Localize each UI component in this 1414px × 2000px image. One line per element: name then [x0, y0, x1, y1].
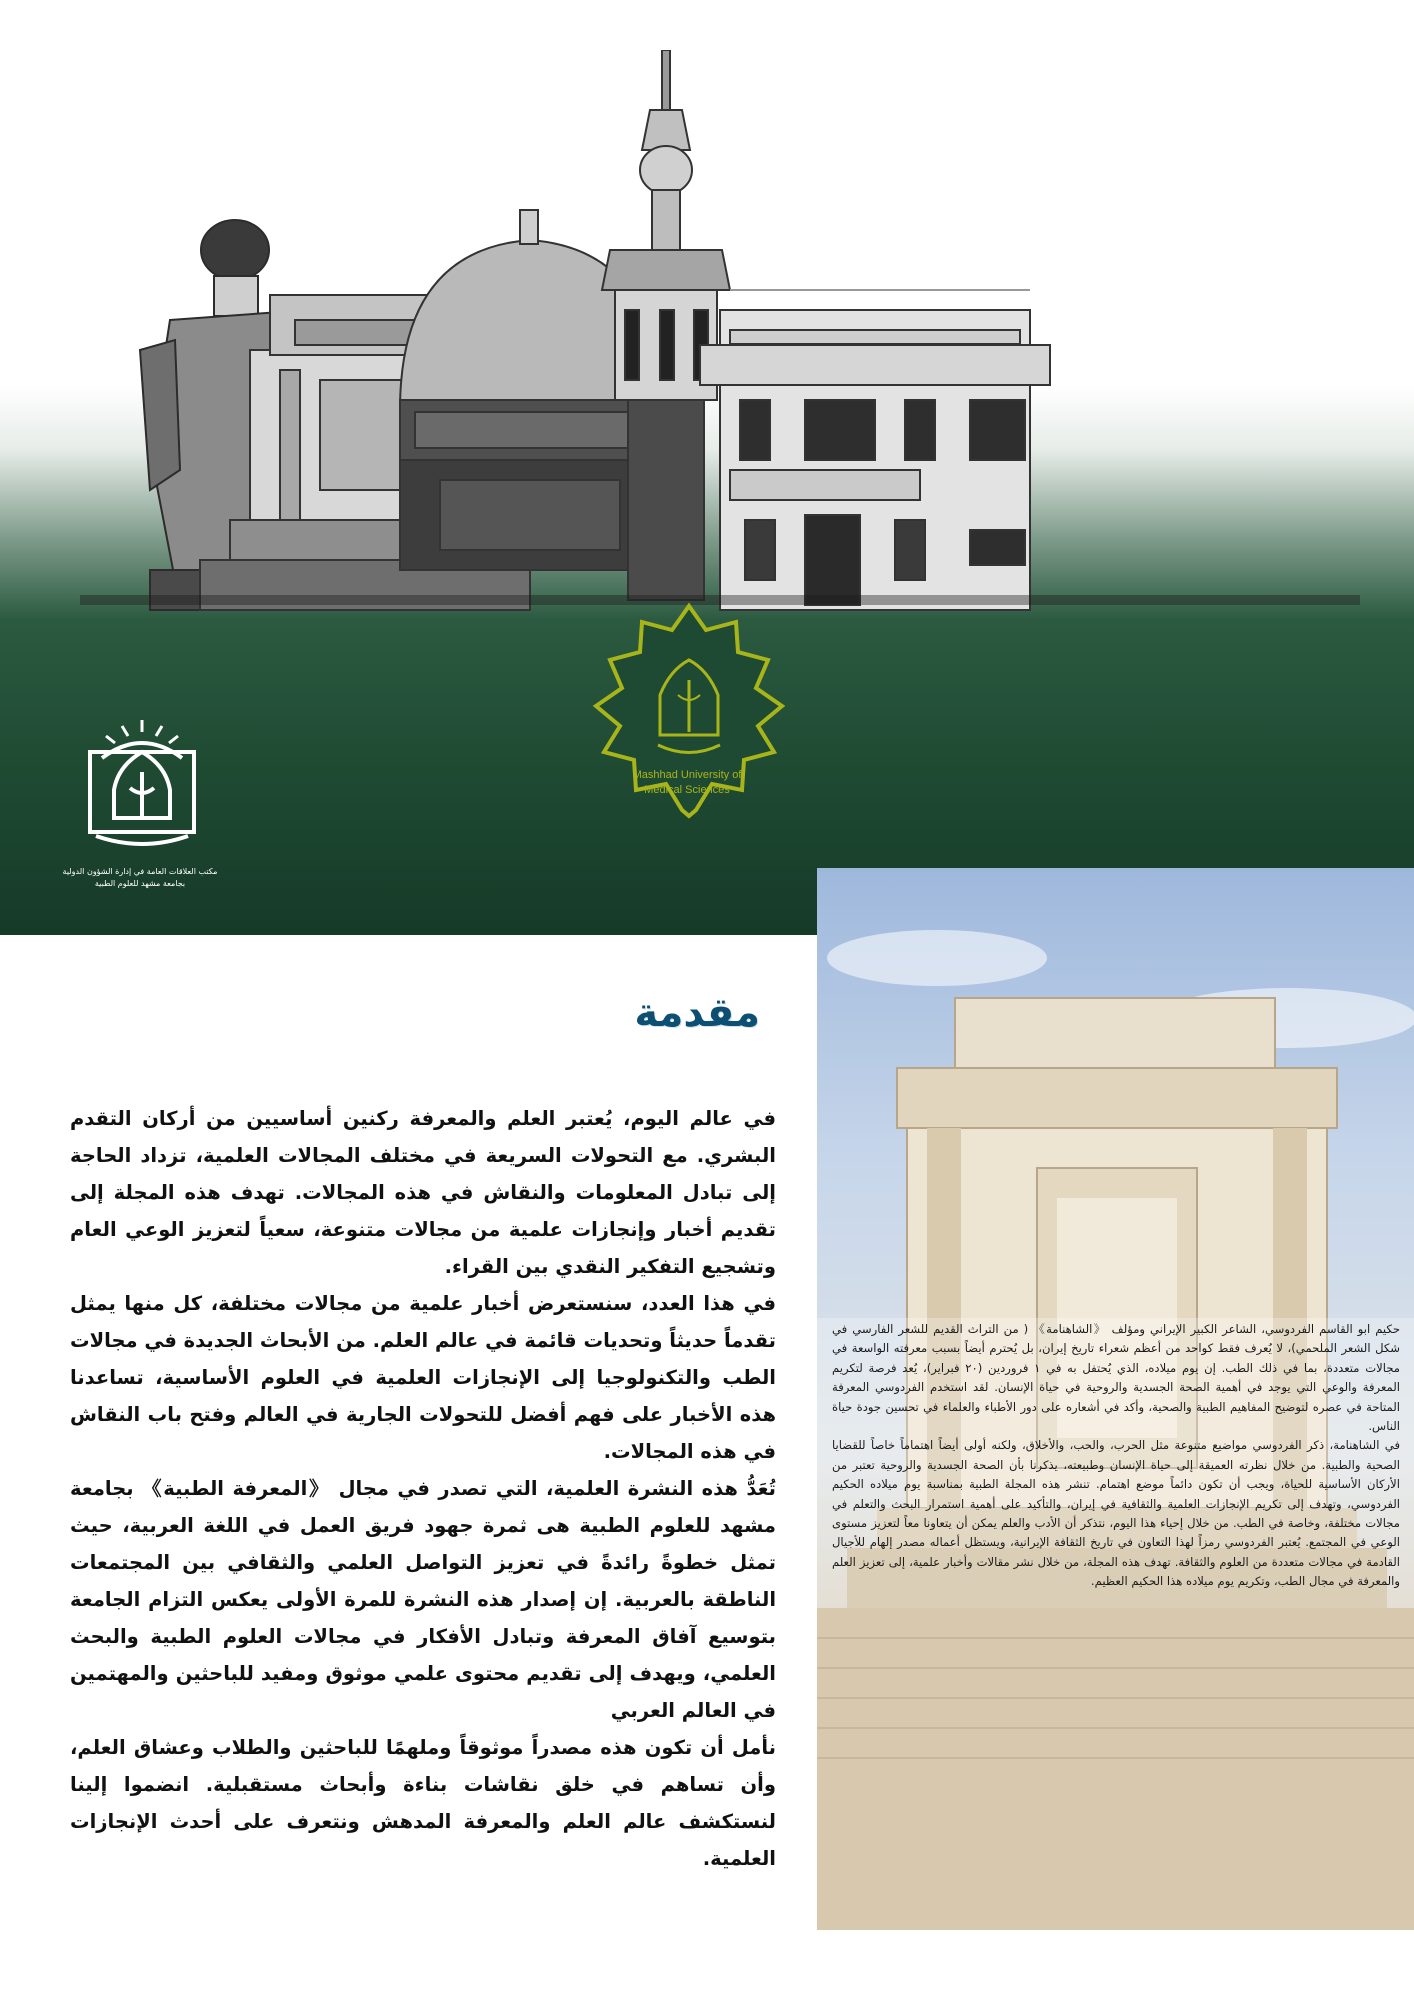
emblem-university-name [592, 768, 782, 798]
emblem-name-line: Mashhad University of [632, 769, 742, 781]
university-logo-icon [82, 718, 202, 854]
org-caption-line: مكتب العلاقات العامة في إدارة الشؤون الدولية [62, 867, 218, 876]
university-emblem-icon [578, 600, 800, 860]
article-body [70, 1100, 776, 1877]
caption-paragraph: حكيم ابو القاسم الفردوسي، الشاعر الكبير الإيراني ومؤلف 《الشاهنامة》 ( من التراث القديم للشعر الفارسي في شكل الشعر الملحمي)، لا يُعرف فقط كواحد من أعظم شعراء تاريخ إيران، بل يُحترم أيضاً بسبب معرفته الواسعة في مجالات متعددة، بما في ذلك الطب. إن يوم ميلاده، الذي يُحتفل به في ١ فروردين (٢٠ فبراير)، يُعد فرصة لتكريم المعرفة والوعي التي يوجد في أهمية الصحة الجسدية والروحية في حياة الإنسان. لقد استخدم الفردوسي المعرفة المتاحة في عصره لتوضيح المفاهيم الطبية والصحية، وأكد في أشعاره على دور الأطباء والعلماء في تحسين جودة حياة الناس. [832, 1322, 1401, 1434]
photo-caption [832, 1320, 1400, 1592]
header-banner [0, 0, 1414, 935]
body-paragraph: تُعَدُّ هذه النشرة العلمية، التي تصدر في مجال 《المعرفة الطبية》 بجامعة مشهد للعلوم الطبية هى ثمرة جهود فريق العمل في اللغة العربية، حيث تمثل خطوةً رائدةً في تعزيز التواصل العلمي والثقافي بين المجتمعات الناطقة بالعربية. إن إصدار هذه النشرة للمرة الأولى يعكس التزام الجامعة بتوسيع آفاق المعرفة وتبادل الأفكار في مجالات العلوم الطبية والبحث العلمي، ويهدف إلى تقديم محتوى علمي موثوق ومفيد للباحثين والمهتمين في العالم العربي [70, 1477, 776, 1722]
body-paragraph: في عالم اليوم، يُعتبر العلم والمعرفة ركنين أساسيين من أركان التقدم البشري. مع التحولات السريعة في مختلف المجالات العلمية، تزداد الحاجة إلى تبادل المعلومات والنقاش في هذه المجالات. تهدف هذه المجلة إلى تقديم أخبار وإنجازات علمية من مجالات متنوعة، سعياً لتعزيز الوعي العام وتشجيع التفكير النقدي بين القراء. [70, 1107, 776, 1278]
org-caption-line: بجامعة مشهد للعلوم الطبية [94, 879, 186, 888]
org-caption [40, 866, 240, 890]
body-paragraph: في هذا العدد، سنستعرض أخبار علمية من مجالات مختلفة، كل منها يمثل تقدماً حديثاً وتحديات قائمة في عالم العلم. من الأبحاث الجديدة في مجالات الطب والتكنولوجيا إلى الإنجازات العلمية في العلوم الأساسية، تساعدنا هذه الأخبار على فهم أفضل للتحولات الجارية في العالم وفتح باب النقاش في هذه المجالات. [70, 1292, 776, 1463]
caption-paragraph: في الشاهنامة، ذكر الفردوسي مواضيع متنوعة مثل الحرب، والحب، والأخلاق، ولكنه أولى أيضاً اهتماماً خاصاً للقضايا الصحية والطبية. من خلال نظرته العميقة إلى حياة الإنسان وطبيعته، يذكرنا بأن الصحة الجسدية والروحية تعتبر من الأركان الأساسية للحياة، ويجب أن تكون دائماً موضع اهتمام. تنشر هذه المجلة الطبية بمناسبة يوم ميلاده الحكيم الفردوسي، وتهدف إلى تكريم الإنجازات العلمية والثقافية في إيران، والتأكيد على أهمية استمرار البحث والتعلم في مجالات مختلفة، وخاصة في الطب. من خلال إحياء هذا اليوم، نتذكر أن الأدب والعلم يمكن أن يتعاونا معاً لتعزيز مستوى الوعي في المجتمع. يُعتبر الفردوسي رمزاً لهذا التعاون في تاريخ الثقافة الإيرانية، ويستظل أعماله مصدر إلهام للأجيال القادمة في مجالات متعددة من العلوم والثقافة. تهدف هذه المجلة، من خلال نشر مقالات وأخبار علمية، إلى تعزيز العلم والمعرفة في مجال الطب، وتكريم يوم ميلاده هذا الحكيم العظيم. [832, 1438, 1400, 1589]
emblem-name-line: Medical Sciences [644, 784, 730, 796]
body-paragraph: نأمل أن تكون هذه مصدراً موثوقاً وملهمًا للباحثين والطلاب وعشاق العلم، وأن تساهم في خلق نقاشات بناءة وأبحاث مستقبلية. انضموا إلينا لنستكشف عالم العلم والمعرفة المدهش ونتعرف على أحدث الإنجازات العلمية. [70, 1736, 776, 1870]
page-title: مقدمة [634, 990, 760, 1036]
